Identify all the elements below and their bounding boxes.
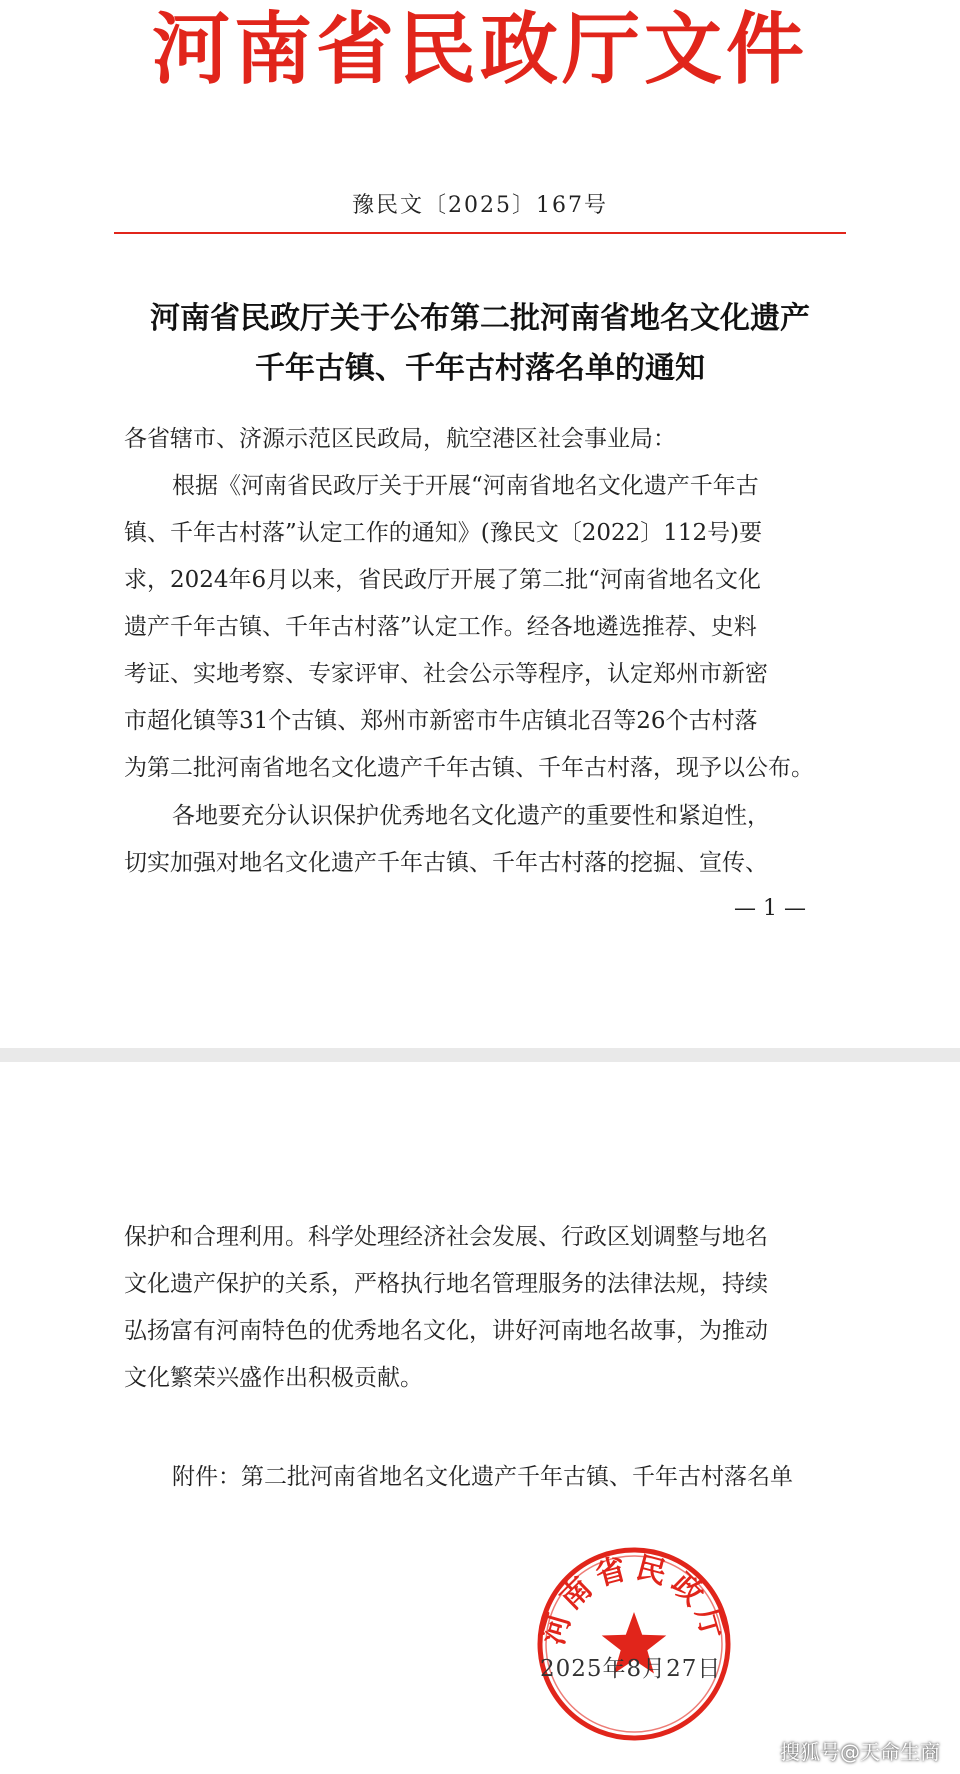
attachment-line: 附件：第二批河南省地名文化遗产千年古镇、千年古村落名单 bbox=[172, 1464, 793, 1490]
document-date: 2025年8月27日 bbox=[540, 1656, 722, 1682]
paragraph-line: 切实加强对地名文化遗产千年古镇、千年古村落的挖掘、宣传、 bbox=[124, 850, 768, 876]
paragraph-1 bbox=[124, 463, 836, 792]
paragraph-line: 文化遗产保护的关系，严格执行地名管理服务的法律法规，持续 bbox=[124, 1271, 768, 1297]
notice-title bbox=[0, 294, 960, 394]
paragraph-line: 市超化镇等31个古镇、郑州市新密市牛店镇北召等26个古村落 bbox=[124, 708, 758, 734]
paragraph-line: 根据《河南省民政厅关于开展“河南省地名文化遗产千年古 bbox=[172, 473, 759, 499]
notice-title-line-2: 千年古镇、千年古村落名单的通知 bbox=[255, 351, 705, 386]
salutation: 各省辖市、济源示范区民政局，航空港区社会事业局： bbox=[124, 426, 676, 452]
paragraph-2 bbox=[124, 793, 836, 887]
paragraph-line: 文化繁荣兴盛作出积极贡献。 bbox=[124, 1365, 423, 1391]
paragraph-line: 弘扬富有河南特色的优秀地名文化，讲好河南地名故事，为推动 bbox=[124, 1318, 768, 1344]
paragraph-line: 保护和合理利用。科学处理经济社会发展、行政区划调整与地名 bbox=[124, 1224, 768, 1250]
paragraph-line: 各地要充分认识保护优秀地名文化遗产的重要性和紧迫性， bbox=[172, 803, 770, 829]
red-divider-line bbox=[114, 232, 846, 234]
page-number: — 1 — bbox=[734, 896, 806, 921]
paragraph-line: 遗产千年古镇、千年古村落”认定工作。经各地遴选推荐、史料 bbox=[124, 614, 757, 640]
document-number: 豫民文〔2025〕167号 bbox=[352, 193, 608, 218]
paragraph-line: 考证、实地考察、专家评审、社会公示等程序，认定郑州市新密 bbox=[124, 661, 768, 687]
red-header-title: 河南省民政厅文件 bbox=[151, 5, 808, 95]
paragraph-line: 为第二批河南省地名文化遗产千年古镇、千年古村落，现予以公布。 bbox=[124, 755, 814, 781]
source-watermark: 搜狐号@天命生商 bbox=[780, 1740, 940, 1764]
seal-text: 河南省民政厅 bbox=[535, 1550, 733, 1649]
notice-title-line-1: 河南省民政厅关于公布第二批河南省地名文化遗产 bbox=[150, 301, 810, 336]
document-page-2 bbox=[0, 1062, 960, 1774]
paragraph-line: 镇、千年古村落”认定工作的通知》(豫民文〔2022〕112号)要 bbox=[124, 520, 763, 546]
paragraph-line: 求，2024年6月以来，省民政厅开展了第二批“河南省地名文化 bbox=[124, 567, 761, 593]
official-seal-icon bbox=[534, 1544, 734, 1744]
paragraph-3 bbox=[124, 1214, 836, 1402]
